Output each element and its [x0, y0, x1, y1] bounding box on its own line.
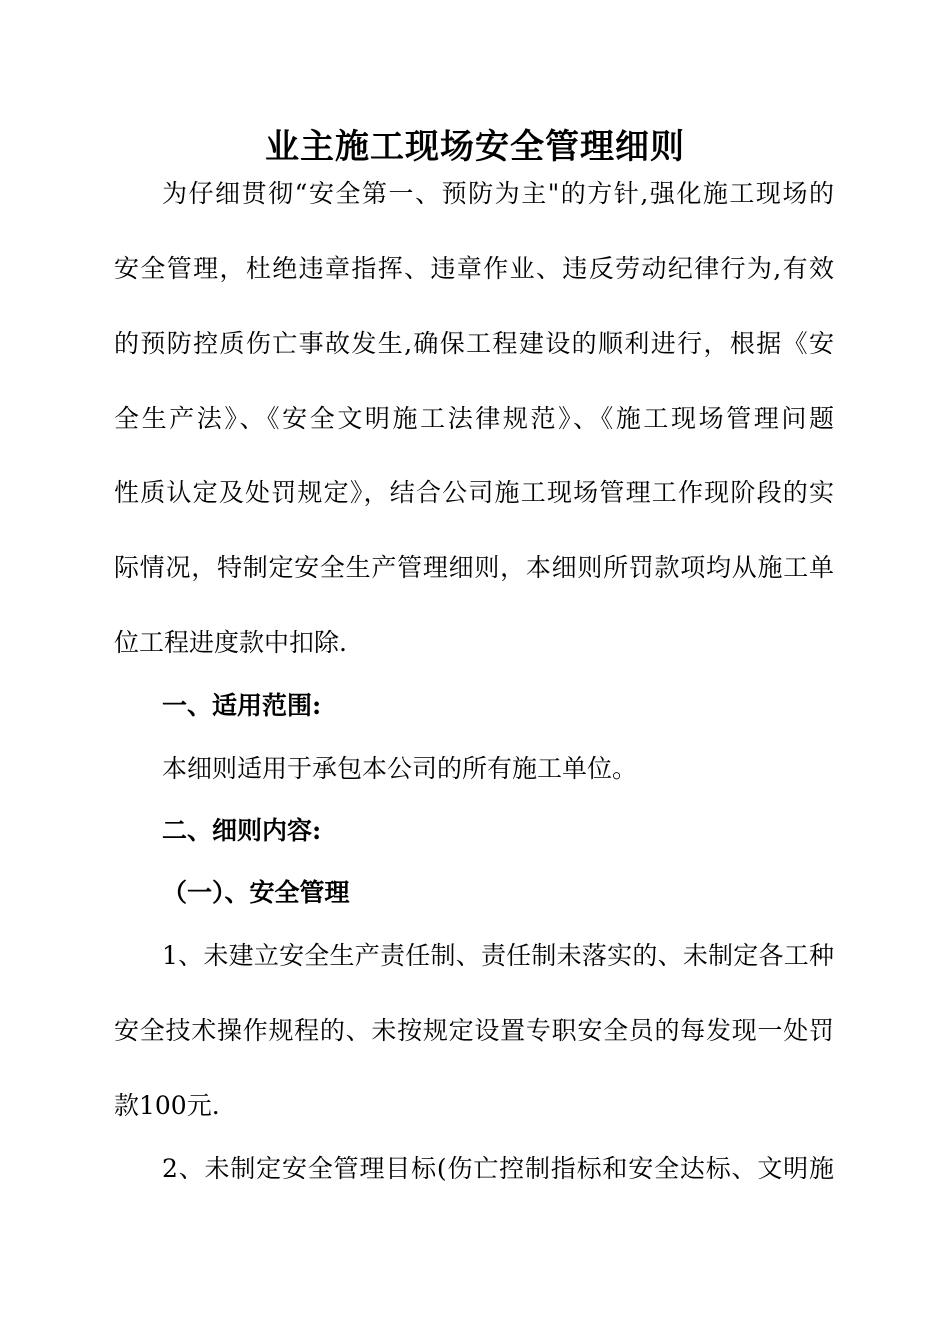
- item-1-line-3: 款100元.: [114, 1091, 220, 1120]
- intro-line-3: 的预防控质伤亡事故发生,确保工程建设的顺利进行，根据《安: [114, 329, 834, 358]
- subsection-1-heading: （一）、安全管理: [162, 878, 350, 907]
- item-1-line-1: 1、未建立安全生产责任制、责任制未落实的、未制定各工种: [162, 941, 834, 970]
- intro-line-1: 为仔细贯彻“安全第一、预防为主"的方针,强化施工现场的: [162, 179, 834, 208]
- item-2-line-1: 2、未制定安全管理目标(伤亡控制指标和安全达标、文明施: [162, 1154, 834, 1183]
- intro-line-6: 际情况，特制定安全生产管理细则，本细则所罚款项均从施工单: [114, 553, 834, 582]
- document-title: 业主施工现场安全管理细则: [265, 127, 685, 167]
- item-1-line-2: 安全技术操作规程的、未按规定设置专职安全员的每发现一处罚: [114, 1016, 834, 1045]
- section-1-text: 本细则适用于承包本公司的所有施工单位。: [162, 754, 638, 783]
- section-1-heading: 一、适用范围:: [162, 691, 322, 720]
- intro-line-7: 位工程进度款中扣除.: [114, 628, 347, 657]
- intro-line-4: 全生产法》、《安全文明施工法律规范》、《施工现场管理问题: [114, 404, 834, 433]
- intro-line-2: 安全管理，杜绝违章指挥、违章作业、违反劳动纪律行为,有效: [114, 254, 834, 283]
- intro-line-5: 性质认定及处罚规定》，结合公司施工现场管理工作现阶段的实: [114, 478, 834, 507]
- section-2-heading: 二、细则内容:: [162, 816, 322, 845]
